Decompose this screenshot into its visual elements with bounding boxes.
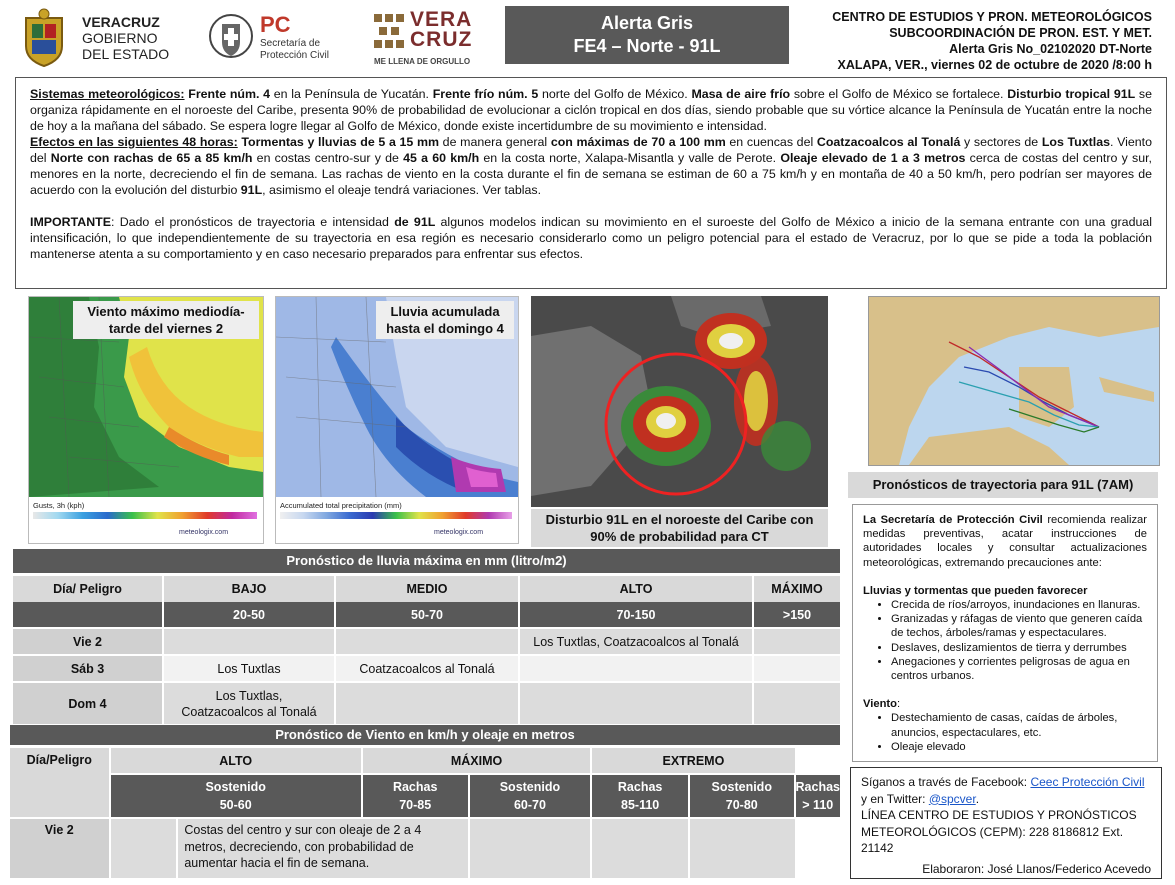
wind-sub-value: 70-85 xyxy=(399,798,432,812)
header-date: XALAPA, VER., viernes 02 de octubre de 2020 /8:00 h xyxy=(837,58,1152,72)
rain-forecast-table xyxy=(13,549,840,724)
wind-header-extremo: EXTREMO xyxy=(591,748,794,774)
text-e9: . Viento del xyxy=(30,135,1153,165)
wind-sub-value: 50-60 xyxy=(219,798,252,812)
rain-accumulation-map xyxy=(275,296,519,544)
disturbance-91l: Disturbio tropical 91L xyxy=(1007,87,1136,101)
rain-range-bajo: 20-50 xyxy=(163,602,335,628)
wind-sub-value: > 110 xyxy=(802,798,834,812)
text-e2: Tormentas y lluvias de 5 a 15 mm xyxy=(237,135,440,149)
wind-forecast-table xyxy=(10,725,840,878)
alert-title: Alerta Gris xyxy=(600,13,694,33)
rain-cell xyxy=(753,655,840,682)
rain-table-header-row xyxy=(13,576,840,602)
text-e8: Los Tuxtlas xyxy=(1041,135,1110,149)
text-s5: norte del Golfo de México. xyxy=(538,87,692,101)
wind-map-label xyxy=(73,301,259,339)
list-item: • Granizadas y ráfagas de viento que generen caída de techos, árboles/ramas y espectaculares. xyxy=(891,612,1147,640)
wind-sub-value: 60-70 xyxy=(513,798,546,812)
rain-header-day: Día/ Peligro xyxy=(13,576,163,602)
text-e7: y sectores de xyxy=(960,135,1042,149)
rain-header-alto: ALTO xyxy=(519,576,753,602)
table-row xyxy=(13,628,840,655)
list-item: • Destechamiento de casas, caídas de árboles, anuncios, espectaculares, etc. xyxy=(891,711,1147,739)
rain-cell xyxy=(519,655,753,682)
rain-cell-line: Los Tuxtlas, xyxy=(215,688,283,703)
rain-day-sab: Sáb 3 xyxy=(13,655,163,682)
rain-cell: Coatzacoalcos al Tonalá xyxy=(335,655,519,682)
rain-header-medio: MEDIO xyxy=(335,576,519,602)
wind-cell-empty xyxy=(591,818,689,878)
rec-intro xyxy=(863,513,1147,570)
rec-wind-title: Viento xyxy=(863,698,897,711)
vera-tagline: ME LLENA DE ORGULLO xyxy=(374,57,471,66)
wind-cell-empty xyxy=(110,818,178,878)
alert-subtitle: FE4 – Norte - 91L xyxy=(573,36,721,56)
text-e17: cerca de costas del centro y sur, menores en la norte, decreciendo el fin de semana. Las rachas de viento en la costa durante el fin de semana se estiman de 60 a 75 km/h y en montaña de 40 a 50 km/h, pero podrían ser mayores de acuerdo con la evolución del disturbio xyxy=(30,151,1152,197)
text-i3: de 91L xyxy=(394,215,436,229)
pc-line2: Protección Civil xyxy=(260,50,329,61)
track-caption xyxy=(848,472,1158,498)
text-e14: Oleaje elevado xyxy=(780,151,868,165)
text-e19: , asimismo el oleaje tendrá variaciones. Ver tablas. xyxy=(262,183,542,197)
contact-box xyxy=(850,767,1162,879)
wind-sub-label: Rachas xyxy=(795,780,840,794)
track-caption-text: Pronósticos de trayectoria para 91L (7AM) xyxy=(872,477,1134,492)
wind-sub-label: Sostenido xyxy=(499,780,561,794)
social-text-2: y en Twitter: xyxy=(861,791,929,806)
rain-header-maximo: MÁXIMO xyxy=(753,576,840,602)
rain-cell xyxy=(335,682,519,724)
rain-table-range-row xyxy=(13,602,840,628)
wind-label-line1: Viento máximo mediodía- xyxy=(87,304,245,319)
wind-header-day: Día/Peligro xyxy=(10,748,110,818)
veracruz-government-logo xyxy=(20,8,200,70)
text-s7: sobre el Golfo de México se fortalece. xyxy=(790,87,1008,101)
gov-line3: DEL ESTADO xyxy=(82,46,170,62)
front-5: Frente frío núm. 5 xyxy=(432,87,539,101)
rec-wind-list xyxy=(863,711,1147,754)
rain-cell-line: Coatzacoalcos al Tonalá xyxy=(181,704,317,719)
wind-sub-cell xyxy=(110,774,362,818)
civil-protection-emblem-icon xyxy=(208,12,254,60)
rain-label-line2: hasta el domingo 4 xyxy=(386,321,504,336)
front-4: Frente núm. 4 xyxy=(184,87,271,101)
text-e12: 45 a 60 km/h xyxy=(403,151,480,165)
pc-abbr: PC xyxy=(260,12,291,37)
alert-title-box xyxy=(505,6,789,64)
rec-rain-list xyxy=(863,598,1147,683)
cold-air-mass: Masa de aire frío xyxy=(691,87,791,101)
wind-sub-cell xyxy=(362,774,469,818)
facebook-link[interactable]: Ceec Protección Civil xyxy=(1030,775,1145,789)
text-e13: en la costa norte, Xalapa-Misantla y valle de Perote. xyxy=(479,151,781,165)
rain-legend-bar xyxy=(280,512,512,519)
rain-range-medio: 50-70 xyxy=(335,602,519,628)
systems-label: Sistemas meteorológicos: xyxy=(30,87,185,101)
proteccion-civil-logo xyxy=(208,12,348,64)
systems-paragraph xyxy=(30,86,1152,134)
rain-cell xyxy=(335,628,519,655)
social-period: . xyxy=(975,791,980,806)
rain-map-credit: meteologix.com xyxy=(434,529,484,536)
satellite-caption xyxy=(531,509,828,547)
track-forecast-map xyxy=(868,296,1160,466)
text-e3: de manera general xyxy=(439,135,551,149)
text-s3: en la Península de Yucatán. xyxy=(270,87,433,101)
wind-table-sub-row xyxy=(10,774,840,818)
rain-header-bajo: BAJO xyxy=(163,576,335,602)
wind-table-header-row xyxy=(10,748,840,774)
table-row xyxy=(13,655,840,682)
rain-table-grid xyxy=(13,576,840,724)
text-i2: : Dado el pronósticos de trayectoria e intensidad xyxy=(111,215,395,229)
wind-header-maximo: MÁXIMO xyxy=(362,748,591,774)
effects-label: Efectos en las siguientes 48 horas: xyxy=(30,135,238,149)
rec-rain-title: Lluvias y tormentas que pueden favorecer xyxy=(863,584,1088,597)
vera-cruz-logo xyxy=(372,10,472,72)
header-info xyxy=(800,9,1152,73)
text-s9: se organiza rápidamente en el noroeste del Caribe, presenta 90% de probabilidad de evolucionar a ciclón tropical en dos días, siendo probable que su vórtice alcance la Península de Yucatán entre la noche de hoy a la mañana del sábado. Se espera logre llegar al Golfo de México, donde existe incertidumbre de su movimiento e intensidad. xyxy=(30,87,1152,133)
rec-wind-colon: : xyxy=(896,698,901,711)
wind-map-credit: meteologix.com xyxy=(179,529,229,536)
rain-range-maximo: >150 xyxy=(753,602,840,628)
wind-sub-cell xyxy=(689,774,795,818)
wind-cell-text: Costas del centro y sur con oleaje de 2 a 4 metros, decreciendo, con probabilidad de aumentar hacia el fin de semana. xyxy=(177,818,468,878)
wind-sub-label: Rachas xyxy=(392,780,438,794)
satellite-image-panel xyxy=(531,296,828,507)
rain-cell xyxy=(519,682,753,724)
coat-of-arms-icon xyxy=(20,8,68,68)
list-item: • Anegaciones y corrientes peligrosas de agua en centros urbanos. xyxy=(891,655,1147,683)
phone-line: LÍNEA CENTRO DE ESTUDIOS Y PRONÓSTICOS METEOROLÓGICOS (CEPM): 228 8186812 Ext. 21142 xyxy=(861,808,1137,855)
text-e6: Coatzacoalcos al Tonalá xyxy=(816,135,961,149)
satellite-image xyxy=(531,296,828,507)
rain-label-line1: Lluvia acumulada xyxy=(390,304,500,319)
social-text: Síganos a través de Facebook: xyxy=(861,775,1031,789)
wind-day-vie: Vie 2 xyxy=(10,818,110,878)
wind-table-title: Pronóstico de Viento en km/h y oleaje en metros xyxy=(10,725,840,745)
text-e18: 91L xyxy=(240,183,263,197)
wind-sub-label: Sostenido xyxy=(205,780,266,794)
wind-label-line2: tarde del viernes 2 xyxy=(108,321,224,336)
wind-cell-empty xyxy=(469,818,592,878)
rain-range-blank xyxy=(13,602,163,628)
text-e11: en costas centro-sur y de xyxy=(252,151,404,165)
rain-day-dom: Dom 4 xyxy=(13,682,163,724)
social-line xyxy=(861,774,1151,807)
rain-cell xyxy=(753,628,840,655)
list-item: • Crecida de ríos/arroyos, inundaciones en llanuras. xyxy=(891,598,1147,612)
text-e10: Norte con rachas de 65 a 85 km/h xyxy=(50,151,253,165)
rain-cell xyxy=(163,628,335,655)
list-item: • Oleaje elevado xyxy=(891,740,1147,754)
effects-paragraph xyxy=(30,134,1152,198)
rain-legend-title: Accumulated total precipitation (mm) xyxy=(280,501,402,510)
important-paragraph xyxy=(30,214,1152,262)
wind-table-grid xyxy=(10,748,840,878)
wind-gust-map xyxy=(28,296,264,544)
twitter-link[interactable]: @spcver xyxy=(928,791,976,806)
text-e15: de xyxy=(867,151,891,165)
text-e5: en cuencas del xyxy=(725,135,817,149)
rain-cell: Los Tuxtlas xyxy=(163,655,335,682)
rain-cell: Los Tuxtlas, Coatzacoalcos al Tonalá xyxy=(519,628,753,655)
track-map-image xyxy=(869,297,1159,465)
wind-sub-label: Rachas xyxy=(617,780,663,794)
recommendations-box xyxy=(852,504,1158,762)
rain-map-label xyxy=(376,301,514,339)
rain-day-vie: Vie 2 xyxy=(13,628,163,655)
credits: Elaboraron: José Llanos/Federico Acevedo xyxy=(922,861,1151,876)
wind-header-alto: ALTO xyxy=(110,748,362,774)
wind-sub-value: 85-110 xyxy=(621,798,660,812)
wind-sub-cell xyxy=(469,774,592,818)
wind-cell-empty xyxy=(689,818,795,878)
rain-cell xyxy=(753,682,840,724)
header-alert-number: Alerta Gris No_02102020 DT-Norte xyxy=(949,42,1152,56)
pc-line1: Secretaría de xyxy=(260,38,321,49)
table-row xyxy=(10,818,840,878)
rec-intro-bold: La Secretaría de Protección Civil xyxy=(863,514,1043,526)
wind-sub-cell xyxy=(795,774,840,818)
rain-range-alto: 70-150 xyxy=(519,602,753,628)
wind-sub-value: 70-80 xyxy=(725,798,758,812)
rec-wind-title-row xyxy=(863,697,1147,711)
wind-legend-title: Gusts, 3h (kph) xyxy=(33,501,85,510)
summary-box xyxy=(15,77,1167,289)
rain-cell xyxy=(163,682,335,724)
header-subcoord: SUBCOORDINACIÓN DE PRON. EST. Y MET. xyxy=(889,26,1152,40)
rec-intro-text: recomienda realizar medidas preventivas, acatar instrucciones de autoridades locales y consultar actualizaciones meteorológicas, extremando precauciones ante: xyxy=(863,514,1147,569)
rain-table-title: Pronóstico de lluvia máxima en mm (litro/m2) xyxy=(13,549,840,573)
list-item: • Deslaves, deslizamientos de tierra y derrumbes xyxy=(891,641,1147,655)
text-i4: algunos modelos indican su movimiento en el suroeste del Golfo de México a inicio de la semana entrante con una gradual intensificación, lo que independientemente de su trayectoria en esa región es necesario considerarlo como un peligro potencial para el estado de Veracruz, por lo que se pide a toda la población mantenerse atenta a su comportamiento y en caso necesario preparados para enfrentar sus efectos. xyxy=(30,215,1152,261)
vera-line2: CRUZ xyxy=(410,28,473,51)
satellite-caption-text: Disturbio 91L en el noroeste del Caribe con 90% de probabilidad para CT xyxy=(545,512,814,544)
gov-line1: VERACRUZ xyxy=(82,14,160,30)
wind-sub-label: Sostenido xyxy=(711,780,772,794)
geometric-pattern-icon xyxy=(372,12,406,52)
text-e4: con máximas de 70 a 100 mm xyxy=(550,135,726,149)
header-center-name: CENTRO DE ESTUDIOS Y PRON. METEOROLÓGICOS xyxy=(832,10,1152,24)
vera-line1: VERA xyxy=(410,8,473,31)
wind-sub-cell xyxy=(591,774,689,818)
important-label: IMPORTANTE xyxy=(30,215,111,229)
gov-line2: GOBIERNO xyxy=(82,30,158,46)
text-e16: 1 a 3 metros xyxy=(890,151,966,165)
wind-legend-bar xyxy=(33,512,257,519)
table-row xyxy=(13,682,840,724)
